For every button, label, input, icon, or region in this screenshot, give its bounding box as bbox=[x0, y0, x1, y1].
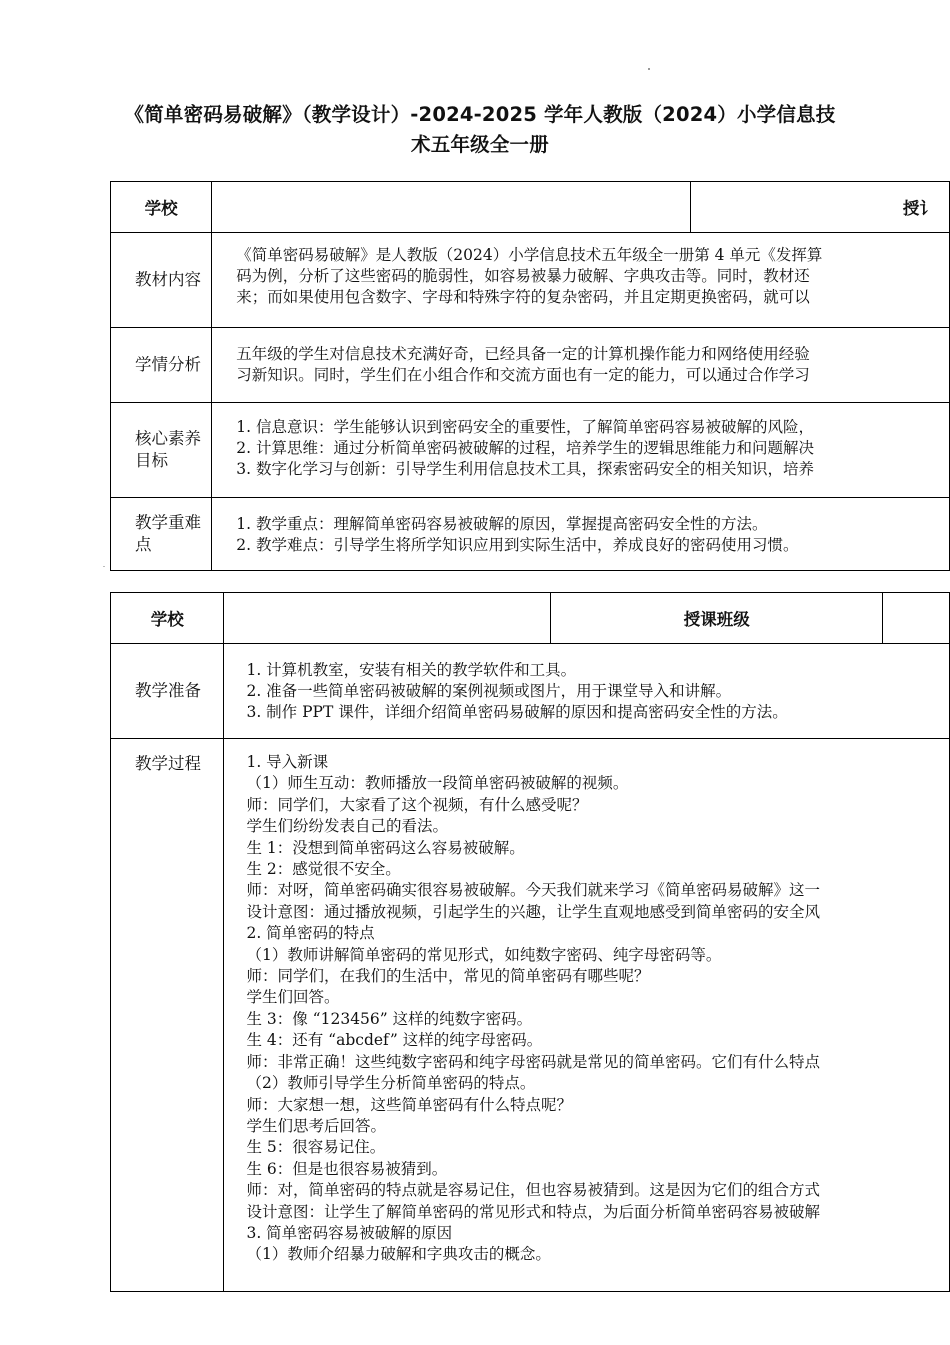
content-line: 师：同学们，大家看了这个视频，有什么感受呢？ bbox=[246, 795, 588, 814]
textbook-content-cell bbox=[212, 233, 950, 328]
content-line: （1）教师讲解简单密码的常见形式，如纯数字密码、纯字母密码等。 bbox=[246, 945, 722, 964]
content-line: 生 2：感觉很不安全。 bbox=[246, 860, 401, 879]
content-line: 设计意图：让学生了解简单密码的常见形式和特点，为后面分析简单密码容易被破解 bbox=[246, 1202, 820, 1221]
row-label: 教学准备 bbox=[111, 644, 224, 739]
row-label: 学情分析 bbox=[111, 328, 212, 403]
row-label: 核心素养目标 bbox=[111, 403, 212, 498]
content-line: 生 1：没想到简单密码这么容易被破解。 bbox=[246, 838, 525, 857]
content-line: 生 5：很容易记住。 bbox=[246, 1138, 386, 1157]
class-value-cell bbox=[883, 593, 950, 644]
content-line: 习新知识。同时，学生们在小组合作和交流方面也有一定的能力，可以通过合作学习 bbox=[236, 366, 810, 385]
content-line: 2. 教学难点：引导学生将所学知识应用到实际生活中，养成良好的密码使用习惯。 bbox=[236, 536, 799, 555]
content-line: 师：对，简单密码的特点就是容易记住，但也容易被猜到。这是因为它们的组合方式 bbox=[246, 1181, 820, 1200]
teaching-process-cell bbox=[224, 739, 950, 1292]
content-line: 1. 导入新课 bbox=[246, 753, 329, 771]
content-line: 1. 教学重点：理解简单密码容易被破解的原因，掌握提高密码安全性的方法。 bbox=[236, 515, 768, 533]
row-label: 教材内容 bbox=[111, 233, 212, 328]
student-analysis-cell bbox=[212, 328, 950, 403]
content-line: 师：大家想一想，这些简单密码有什么特点呢？ bbox=[246, 1095, 572, 1114]
content-line: 3. 制作 PPT 课件，详细介绍简单密码易破解的原因和提高密码安全性的方法。 bbox=[246, 703, 788, 722]
page-mark-tick bbox=[103, 566, 105, 567]
content-line: 2. 计算思维：通过分析简单密码被破解的过程，培养学生的逻辑思维能力和问题解决 bbox=[236, 439, 814, 458]
content-line: 师：同学们，在我们的生活中，常见的简单密码有哪些呢？ bbox=[246, 967, 650, 986]
content-line: 生 6：但是也很容易被猜到。 bbox=[246, 1159, 448, 1178]
content-line: 设计意图：通过播放视频，引起学生的兴趣，让学生直观地感受到简单密码的安全风 bbox=[246, 902, 820, 921]
content-line: 码为例，分析了这些密码的脆弱性，如容易被暴力破解、字典攻击等。同时，教材还 bbox=[236, 267, 810, 286]
content-line: 学生们思考后回答。 bbox=[246, 1116, 386, 1135]
content-line: 2. 简单密码的特点 bbox=[246, 924, 375, 943]
document-title bbox=[90, 100, 870, 160]
class-header-cell: 授讠 bbox=[690, 182, 949, 233]
content-line: 师：非常正确！这些纯数字密码和纯字母密码就是常见的简单密码。它们有什么特点 bbox=[246, 1052, 820, 1071]
content-line: 学生们回答。 bbox=[246, 988, 340, 1007]
content-line: 1. 信息意识：学生能够认识到密码安全的重要性，了解简单密码容易被破解的风险， bbox=[236, 418, 814, 436]
school-header-cell: 学校 bbox=[111, 593, 224, 644]
content-line: 3. 数字化学习与创新：引导学生利用信息技术工具，探索密码安全的相关知识，培养 bbox=[236, 460, 814, 479]
lesson-info-table bbox=[110, 181, 950, 571]
school-value-cell bbox=[212, 182, 691, 233]
content-line: （1）教师介绍暴力破解和字典攻击的概念。 bbox=[246, 1245, 551, 1264]
content-line: 五年级的学生对信息技术充满好奇，已经具备一定的计算机操作能力和网络使用经验 bbox=[236, 345, 810, 363]
content-line: 生 3：像 “123456” 这样的纯数字密码。 bbox=[246, 1009, 533, 1028]
core-goals-cell bbox=[212, 403, 950, 498]
row-label: 教学过程 bbox=[111, 739, 224, 1292]
content-line: 3. 简单密码容易被破解的原因 bbox=[246, 1223, 453, 1242]
content-line: 2. 准备一些简单密码被破解的案例视频或图片，用于课堂导入和讲解。 bbox=[246, 682, 732, 701]
lesson-process-table bbox=[110, 592, 950, 1292]
row-label: 教学重难点 bbox=[111, 498, 212, 571]
page-mark-dot bbox=[648, 68, 650, 70]
content-line: （2）教师引导学生分析简单密码的特点。 bbox=[246, 1074, 536, 1093]
class-header-cell: 授课班级 bbox=[551, 593, 883, 644]
key-points-cell bbox=[212, 498, 950, 571]
content-line: 师：对呀，简单密码确实很容易被破解。今天我们就来学习《简单密码易破解》这一 bbox=[246, 881, 820, 900]
teaching-prep-cell bbox=[224, 644, 950, 739]
title-line-2: 术五年级全一册 bbox=[411, 133, 549, 156]
school-value-cell bbox=[224, 593, 551, 644]
content-line: 1. 计算机教室，安装有相关的教学软件和工具。 bbox=[246, 661, 577, 679]
content-line: 来；而如果使用包含数字、字母和特殊字符的复杂密码，并且定期更换密码，就可以 bbox=[236, 288, 810, 307]
content-line: （1）师生互动：教师播放一段简单密码被破解的视频。 bbox=[246, 774, 629, 793]
content-line: 学生们纷纷发表自己的看法。 bbox=[246, 817, 448, 836]
school-header-cell: 学校 bbox=[111, 182, 212, 233]
title-line-1: 《简单密码易破解》（教学设计）-2024-2025 学年人教版（2024）小学信息技 bbox=[124, 103, 836, 126]
content-line: 生 4：还有 “abcdef” 这样的纯字母密码。 bbox=[246, 1031, 543, 1050]
content-line: 《简单密码易破解》是人教版（2024）小学信息技术五年级全一册第 4 单元《发挥算 bbox=[236, 246, 823, 264]
